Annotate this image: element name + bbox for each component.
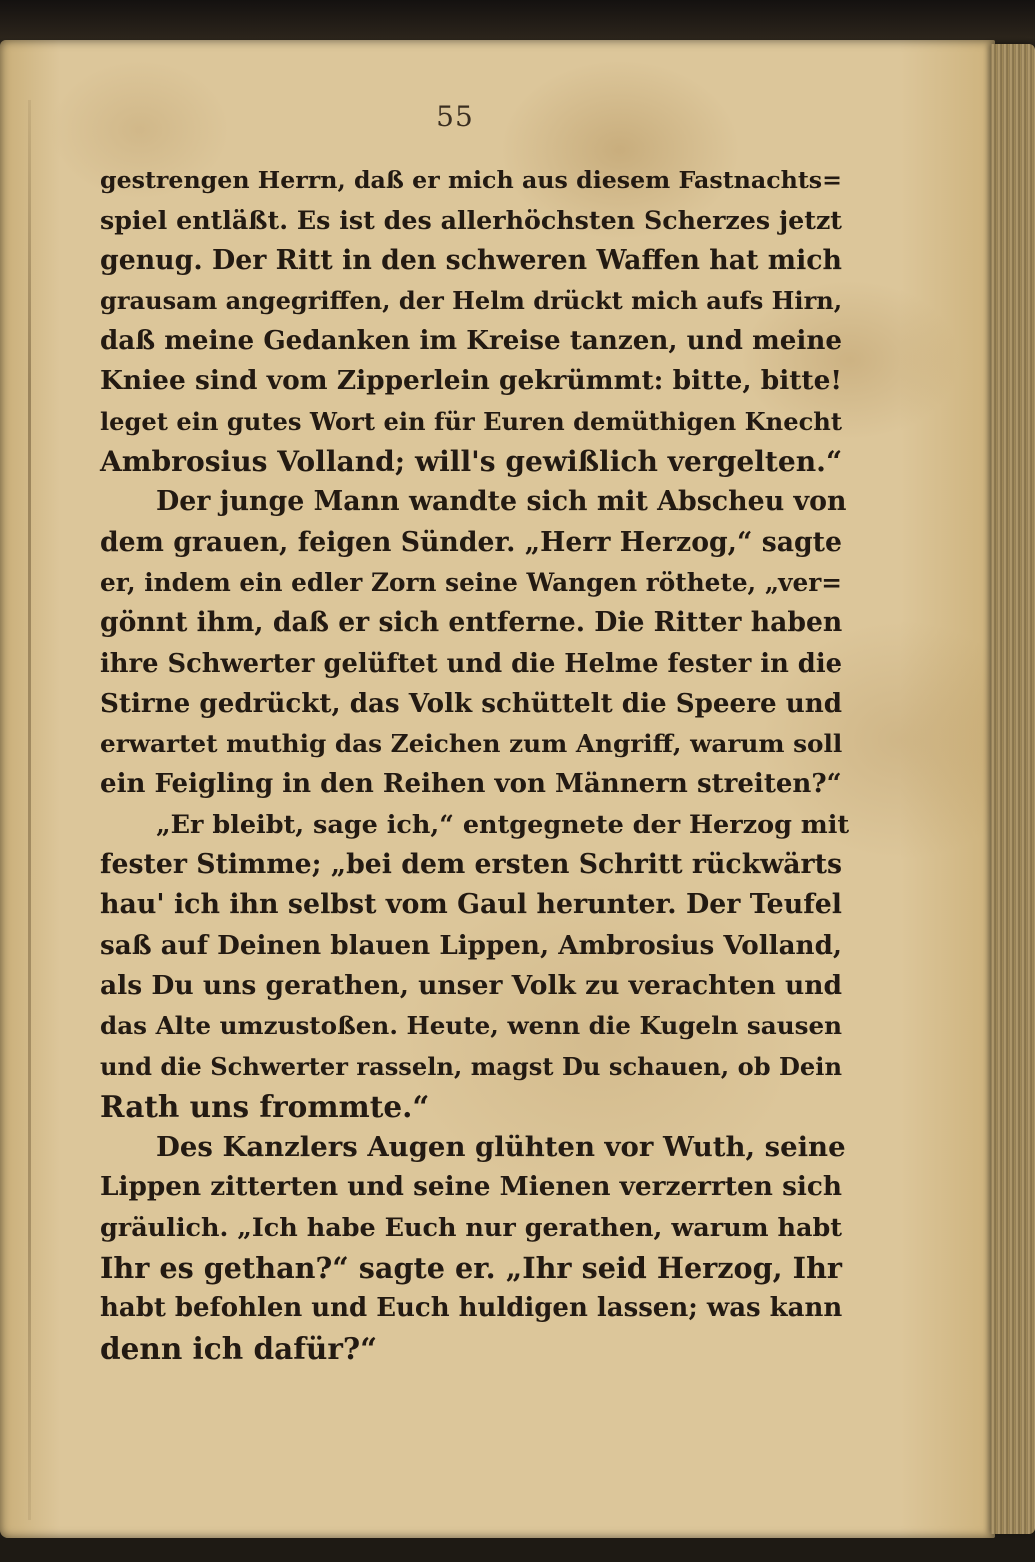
body-text [100,160,850,1369]
text-line: gräulich. „Ich habe Euch nur gerathen, warum habt [100,1212,842,1243]
text-line: daß meine Gedanken im Kreise tanzen, und meine [100,325,842,357]
text-line: denn ich dafür?“ [100,1330,378,1366]
page-gutter [28,100,31,1520]
text-line: Ambrosius Volland; will's gewißlich vergelten.“ [100,445,843,479]
text-line: saß auf Deinen blauen Lippen, Ambrosius Volland, [100,929,842,961]
page-number: 55 [436,100,474,133]
text-line: er, indem ein edler Zorn seine Wangen röthete, „ver= [100,567,842,597]
text-line: fester Stimme; „bei dem ersten Schritt rückwärts [100,849,842,881]
text-line: Der junge Mann wandte sich mit Abscheu von [156,486,847,518]
text-line: gestrengen Herrn, daß er mich aus diesem Fastnachts= [100,166,842,194]
text-line: Ihr es gethan?“ sagte er. „Ihr seid Herzog, Ihr [100,1251,842,1286]
text-line: ihre Schwerter gelüftet und die Helme fester in die [100,648,842,679]
text-line: das Alte umzustoßen. Heute, wenn die Kugeln sausen [100,1011,842,1041]
text-line: ein Feigling in den Reihen von Männern streiten?“ [100,769,842,800]
text-line: spiel entläßt. Es ist des allerhöchsten Scherzes jetzt [100,205,842,236]
text-line: Des Kanzlers Augen glühten vor Wuth, seine [156,1131,846,1164]
text-line: hau' ich ihn selbst vom Gaul herunter. Der Teufel [100,889,842,921]
text-line: Rath uns frommte.“ [100,1088,430,1124]
text-line: Kniee sind vom Zipperlein gekrümmt: bitte, bitte! [100,365,842,397]
text-line: dem grauen, feigen Sünder. „Herr Herzog,“ sagte [100,526,842,558]
text-line: als Du uns gerathen, unser Volk zu verachten und [100,969,843,1001]
text-line: Stirne gedrückt, das Volk schüttelt die Speere und [100,687,842,719]
text-line: habt befohlen und Euch huldigen lassen; was kann [100,1293,843,1324]
text-line: gönnt ihm, daß er sich entferne. Die Ritter haben [100,607,843,639]
text-line: grausam angegriffen, der Helm drückt mich aufs Hirn, [100,285,843,315]
page-edges [991,44,1035,1534]
text-line: Lippen zitterten und seine Mienen verzerrten sich [100,1171,842,1203]
text-line: und die Schwerter rasseln, magst Du schauen, ob Dein [100,1051,842,1081]
text-line: genug. Der Ritt in den schweren Waffen hat mich [100,244,842,276]
text-line: „Er bleibt, sage ich,“ entgegnete der Herzog mit [156,809,850,840]
text-line: leget ein gutes Wort ein für Euren demüthigen Knecht [100,406,842,436]
text-line: erwartet muthig das Zeichen zum Angriff, warum soll [100,729,843,759]
